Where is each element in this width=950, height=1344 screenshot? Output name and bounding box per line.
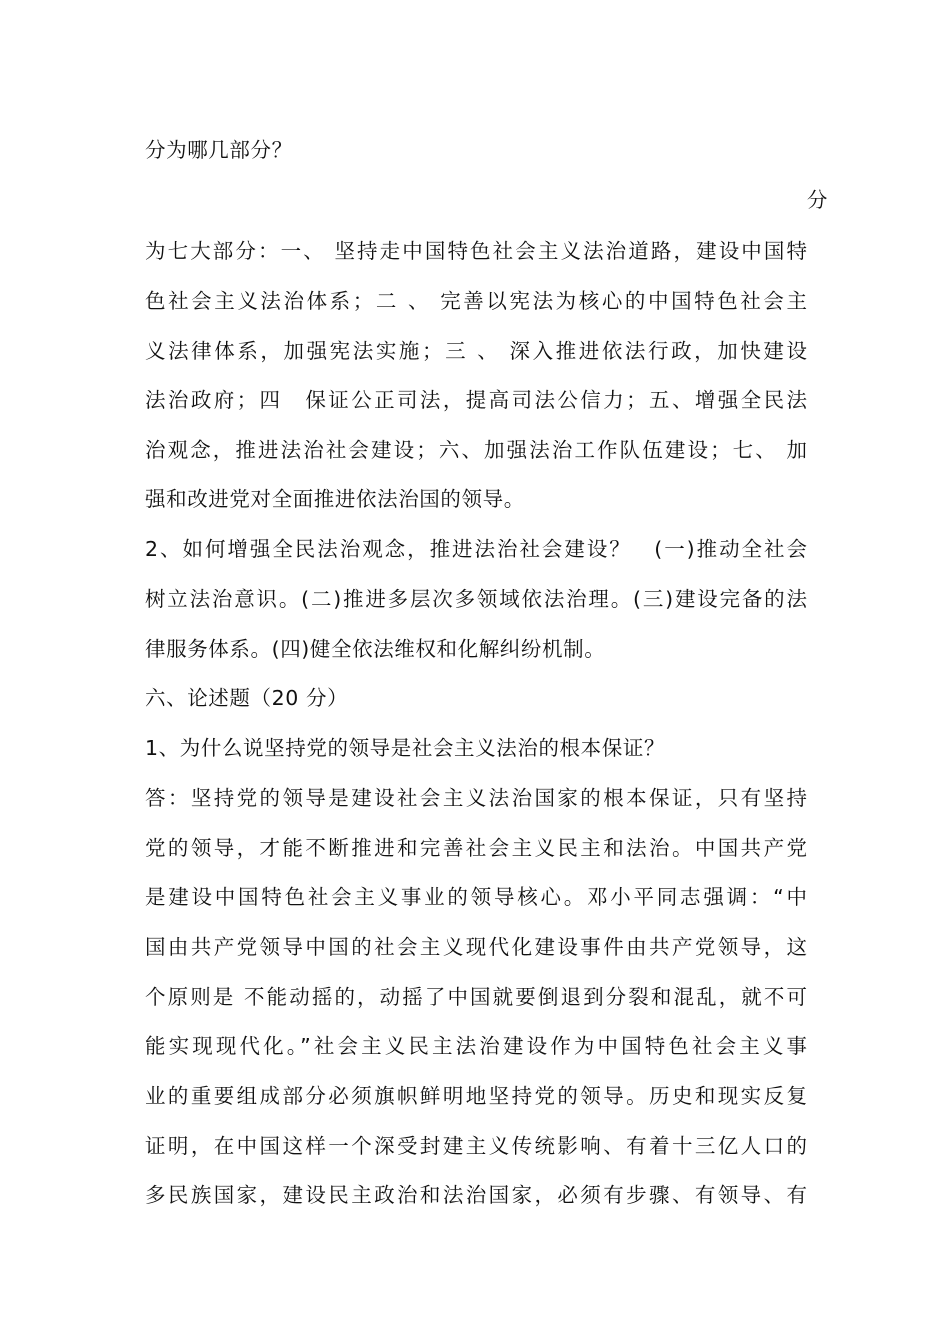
text-line: 色社会主义法治体系；二 、 完善以宪法为核心的中国特色社会主 [145,289,807,313]
text-line: 分为哪几部分？ [145,138,293,162]
text-line: 2、如何增强全民法治观念，推进法治社会建设？ (一)推动全社会 [145,537,807,561]
text-line: 义法律体系，加强宪法实施；三 、 深入推进依法行政，加快建设 [145,339,807,363]
text-line: 国由共产党领导中国的社会主义现代化建设事件由共产党领导，这 [145,935,807,959]
text-line: 党的领导，才能不断推进和完善社会主义民主和法治。中国共产党 [145,836,807,860]
text-line: 分 [806,188,828,212]
section-heading: 六、论述题（20 分） [145,686,349,710]
question-line: 1、为什么说坚持党的领导是社会主义法治的根本保证？ [145,736,666,760]
text-line: 律服务体系。(四)健全依法维权和化解纠纷机制。 [145,637,606,661]
text-line: 法治政府；四 保证公正司法，提高司法公信力；五、增强全民法 [145,388,807,412]
text-line: 治观念，推进法治社会建设；六、加强法治工作队伍建设；七、 加 [145,438,807,462]
text-line: 业的重要组成部分必须旗帜鲜明地坚持党的领导。历史和现实反复 [145,1084,807,1108]
text-line: 是建设中国特色社会主义事业的领导核心。邓小平同志强调：“中 [145,885,807,909]
text-line: 答：坚持党的领导是建设社会主义法治国家的根本保证，只有坚持 [145,786,807,810]
text-line: 强和改进党对全面推进依法治国的领导。 [145,487,525,511]
text-line: 证明，在中国这样一个深受封建主义传统影响、有着十三亿人口的 [145,1134,807,1158]
text-line: 为七大部分：一、 坚持走中国特色社会主义法治道路，建设中国特 [145,239,807,263]
text-line: 个原则是 不能动摇的，动摇了中国就要倒退到分裂和混乱，就不可 [145,985,807,1009]
text-line: 树立法治意识。(二)推进多层次多领域依法治理。(三)建设完备的法 [145,587,807,611]
text-line: 多民族国家，建设民主政治和法治国家，必须有步骤、有领导、有 [145,1183,807,1207]
text-line: 能实现现代化。”社会主义民主法治建设作为中国特色社会主义事 [145,1034,807,1058]
